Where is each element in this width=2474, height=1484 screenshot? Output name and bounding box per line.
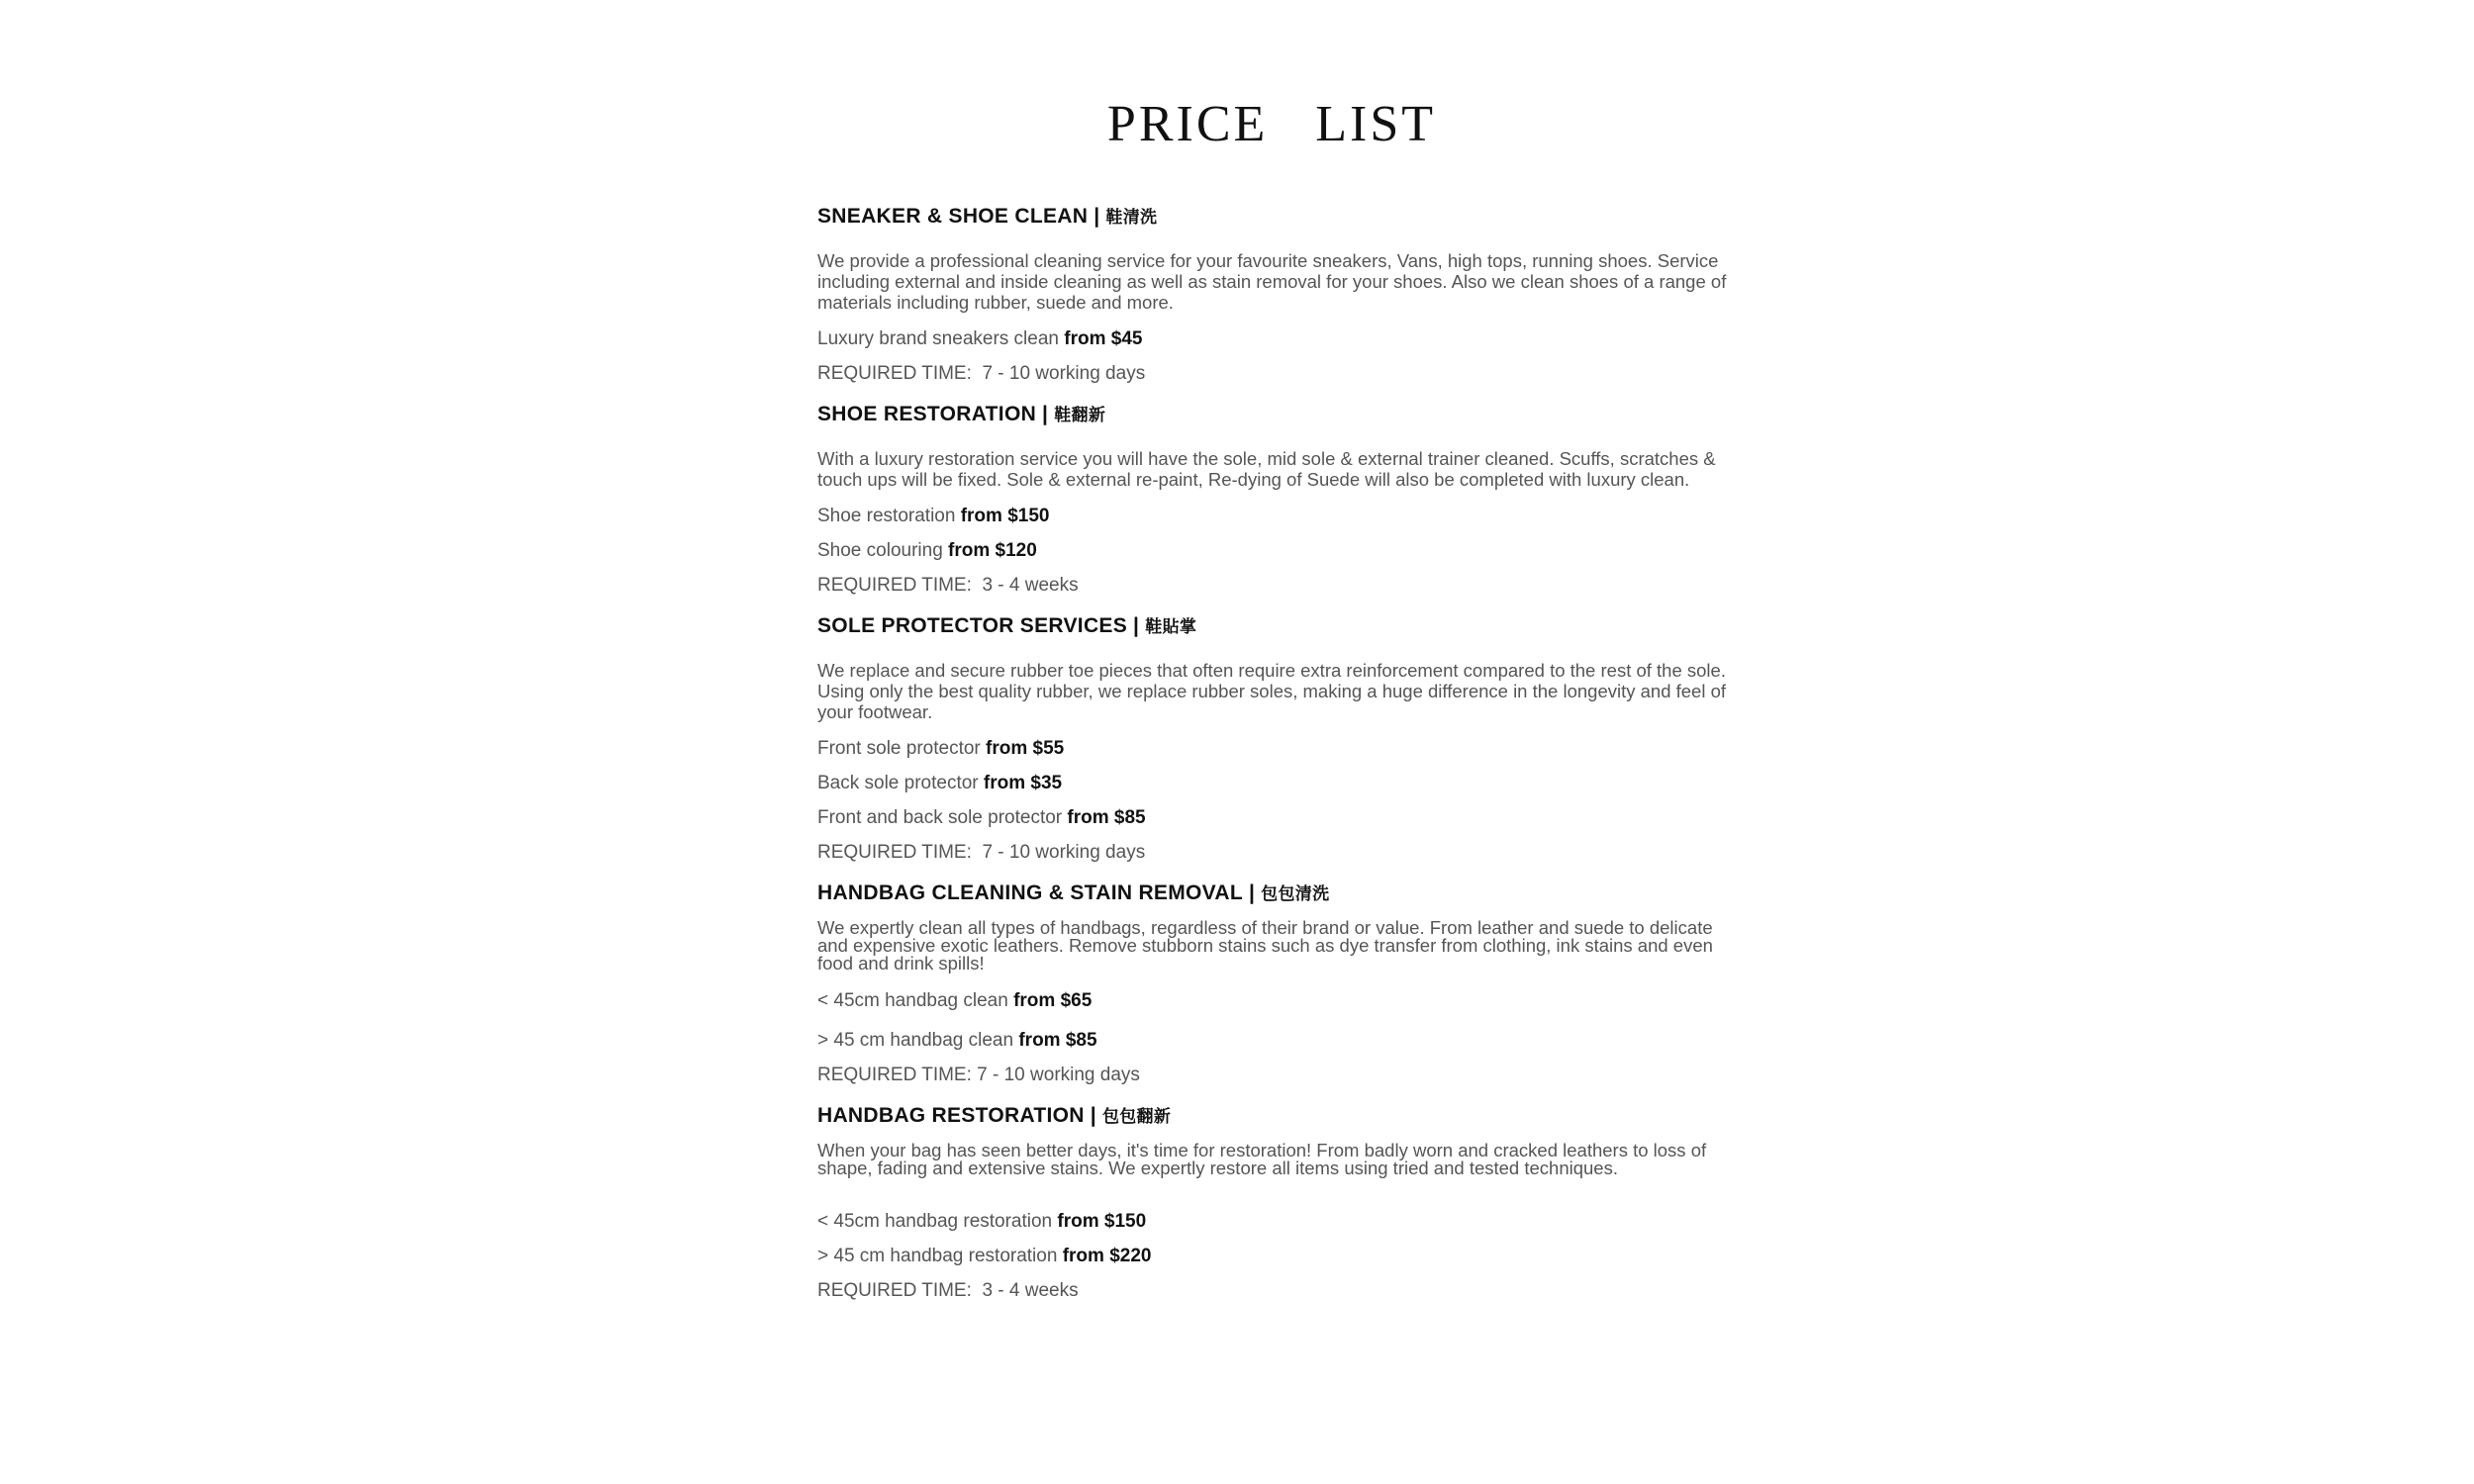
price-label: > 45 cm handbag clean (817, 1030, 1019, 1051)
section-description: We replace and secure rubber toe pieces that often require extra reinforcement compared to the rest of the sole. Using only the best quality rubber, we replace rubber soles, making a huge difference in the longevity and feel of your footwear. (817, 660, 1727, 722)
section-heading-chinese: 鞋翻新 (1054, 406, 1106, 424)
price-line (817, 1030, 1748, 1052)
price-value: from $65 (1013, 990, 1093, 1011)
section-heading-chinese: 鞋清洗 (1105, 208, 1158, 227)
price-line (817, 328, 1748, 350)
heading-separator: | (1042, 403, 1049, 425)
price-label: > 45 cm handbag restoration (817, 1246, 1063, 1266)
price-line (817, 773, 1748, 794)
price-value: from $45 (1064, 328, 1143, 349)
page-title: PRICE LIST (1106, 96, 1437, 152)
required-time: REQUIRED TIME: 7 - 10 working days (817, 1065, 1140, 1085)
section-heading-chinese: 包包清洗 (1261, 884, 1330, 903)
section-heading-chinese: 包包翻新 (1101, 1107, 1172, 1126)
price-line (817, 738, 1748, 760)
price-label: Shoe colouring (817, 540, 949, 561)
section-heading (817, 880, 1748, 905)
price-list-content (817, 203, 1748, 1318)
section-heading (817, 401, 1748, 426)
section-heading-text: SOLE PROTECTOR SERVICES (817, 614, 1128, 637)
price-line (817, 506, 1748, 527)
section-heading-text: SHOE RESTORATION (817, 403, 1037, 425)
heading-separator: | (1133, 614, 1140, 637)
required-time: REQUIRED TIME: 3 - 4 weeks (817, 575, 1079, 596)
price-label: Front and back sole protector (817, 807, 1068, 828)
section-handbag-restoration (817, 1102, 1748, 1302)
section-sneaker-shoe-clean (817, 203, 1748, 385)
section-description: When your bag has seen better days, it's time for restoration! From badly worn and cracked leathers to loss of shape, fading and extensive stains. We expertly restore all items using tried and tested techniques. (817, 1140, 1707, 1178)
section-sole-protector-services (817, 612, 1748, 864)
price-line (817, 990, 1748, 1012)
price-line (817, 540, 1748, 562)
price-label: Back sole protector (817, 773, 984, 793)
price-value: from $220 (1062, 1246, 1152, 1266)
price-value: from $55 (986, 738, 1065, 759)
price-label: Shoe restoration (817, 506, 961, 526)
section-shoe-restoration (817, 401, 1748, 597)
price-label: < 45cm handbag clean (817, 990, 1014, 1011)
price-value: from $150 (960, 506, 1050, 526)
price-value: from $120 (948, 540, 1037, 561)
heading-separator: | (1090, 1104, 1096, 1127)
price-line (817, 1211, 1748, 1233)
section-heading (817, 612, 1748, 638)
section-heading (817, 1102, 1748, 1128)
price-label: Luxury brand sneakers clean (817, 328, 1065, 349)
price-line (817, 807, 1748, 829)
section-heading-text: HANDBAG RESTORATION (817, 1104, 1085, 1127)
price-line (817, 1246, 1748, 1267)
section-heading-text: SNEAKER & SHOE CLEAN (817, 205, 1089, 228)
required-time: REQUIRED TIME: 3 - 4 weeks (817, 1280, 1079, 1301)
price-value: from $35 (983, 773, 1063, 793)
price-label: Front sole protector (817, 738, 987, 759)
heading-separator: | (1248, 881, 1256, 904)
section-handbag-cleaning (817, 880, 1748, 1086)
section-description: With a luxury restoration service you will have the sole, mid sole & external trainer cleaned. Scuffs, scratches & touch ups will be fixed. Sole & external re-paint, Re-dying of Suede will also be completed with luxury clean. (817, 448, 1716, 490)
price-value: from $85 (1067, 807, 1146, 828)
price-label: < 45cm handbag restoration (817, 1211, 1058, 1232)
required-time: REQUIRED TIME: 7 - 10 working days (817, 842, 1146, 863)
section-heading-chinese: 鞋貼掌 (1145, 617, 1197, 636)
section-heading-text: HANDBAG CLEANING & STAIN REMOVAL (817, 881, 1243, 904)
price-value: from $85 (1018, 1030, 1097, 1051)
price-value: from $150 (1057, 1211, 1147, 1232)
heading-separator: | (1094, 205, 1100, 228)
section-description: We provide a professional cleaning service for your favourite sneakers, Vans, high tops, running shoes. Service including external and inside cleaning as well as stain removal for your shoes. Also we clean shoes of a range of materials including rubber, suede and more. (817, 250, 1727, 313)
required-time: REQUIRED TIME: 7 - 10 working days (817, 363, 1146, 384)
section-heading (817, 203, 1748, 229)
section-description: We expertly clean all types of handbags, regardless of their brand or value. From leather and suede to delicate and expensive exotic leathers. Remove stubborn stains such as dye transfer from clothing, ink stains and even food and drink spills! (817, 917, 1713, 974)
